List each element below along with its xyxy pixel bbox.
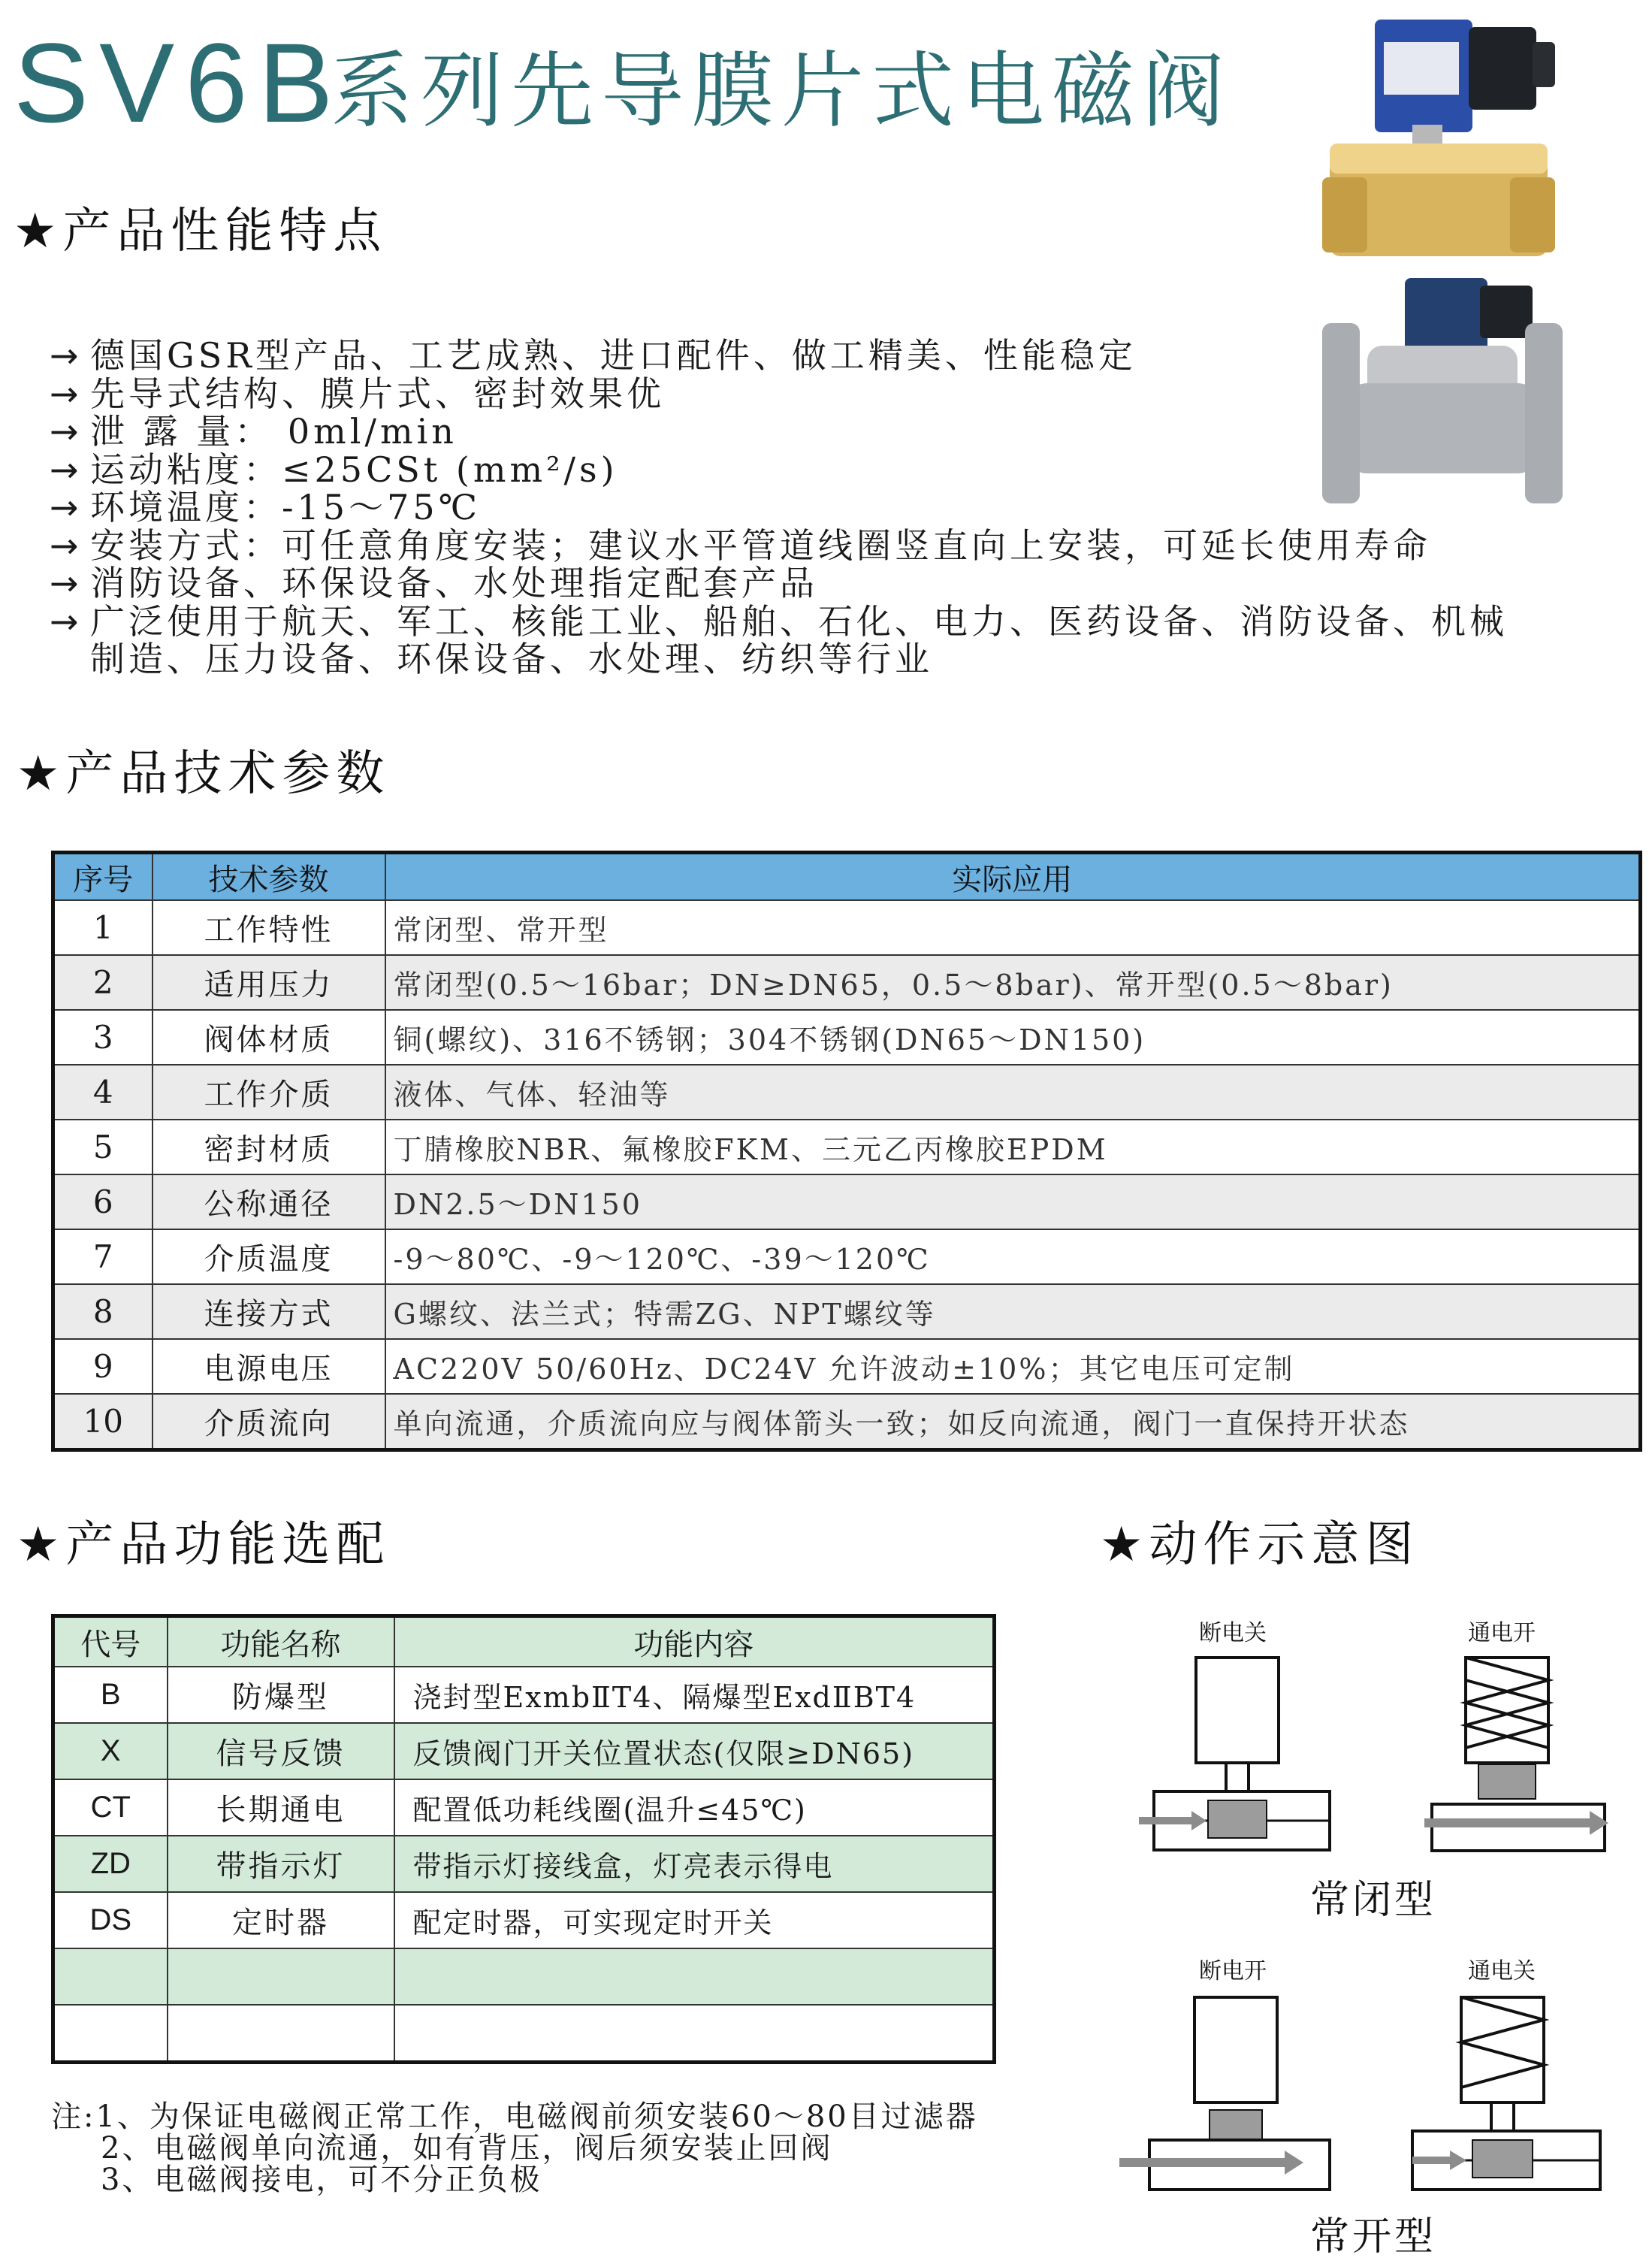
feature-item: → 泄 露 量： 0ml/min — [50, 411, 458, 452]
table-row — [53, 2005, 995, 2063]
table-row: 2 适用压力 常闭型(0.5～16bar；DN≥DN65，0.5～8bar)、常开型(0.5～8bar) — [53, 955, 1641, 1010]
col-header-name: 功能名称 — [168, 1616, 394, 1667]
table-row: CT 长期通电 配置低功耗线圈(温升≤45℃) — [53, 1779, 995, 1836]
features-list — [50, 337, 1642, 679]
coil-box — [1196, 1658, 1279, 1763]
table-row: 8 连接方式 G螺纹、法兰式；特需ZG、NPT螺纹等 — [53, 1284, 1641, 1339]
coil-box — [1466, 1658, 1548, 1763]
arrow-icon: → — [50, 449, 83, 490]
col-header-param: 技术参数 — [153, 853, 385, 901]
table-row: 1 工作特性 常闭型、常开型 — [53, 900, 1641, 955]
table-row: 10 介质流向 单向流通，介质流向应与阀体箭头一致；如反向流通，阀门一直保持开状态 — [53, 1394, 1641, 1450]
feature-item: → 环境温度：-15～75℃ — [50, 487, 482, 527]
table-header-row — [53, 1616, 995, 1667]
normally-closed-label: 常闭型 — [1310, 1878, 1437, 1923]
normally-open-diagram — [1119, 1990, 1638, 2193]
connector-box — [1469, 27, 1536, 110]
cable-gland — [1533, 42, 1555, 87]
feature-item: → 安装方式：可任意角度安装；建议水平管道线圈竖直向上安装，可延长使用寿命 — [50, 524, 1431, 566]
no-on-label: 通电关 — [1468, 1958, 1536, 1984]
feature-item: → 运动粘度：≤25CSt (mm²/s) — [50, 449, 618, 490]
arrow-icon: → — [50, 335, 83, 376]
table-row: 5 密封材质 丁腈橡胶NBR、氟橡胶FKM、三元乙丙橡胶EPDM — [53, 1120, 1641, 1174]
notes — [51, 2101, 978, 2196]
coil-box — [1194, 1997, 1277, 2102]
normally-open-label: 常开型 — [1310, 2214, 1437, 2259]
func-table — [51, 1614, 996, 2064]
func-heading: ★产品功能选配 — [17, 1517, 391, 1573]
table-row: ZD 带指示灯 带指示灯接线盒，灯亮表示得电 — [53, 1836, 995, 1892]
feature-item-continuation: 制造、压力设备、环保设备、水处理、纺织等行业 — [90, 639, 933, 679]
no-off-label: 断电开 — [1199, 1958, 1267, 1984]
arrow-icon: → — [50, 373, 83, 414]
plunger — [1210, 2110, 1262, 2140]
table-row — [53, 1948, 995, 2005]
note-line: 注:1、为保证电磁阀正常工作，电磁阀前须安装60～80目过滤器 — [51, 2099, 978, 2134]
table-row: 4 工作介质 液体、气体、轻油等 — [53, 1065, 1641, 1120]
table-header-row — [53, 853, 1641, 901]
nc-off-label: 断电关 — [1199, 1620, 1267, 1646]
normally-closed-diagram — [1139, 1650, 1635, 1853]
note-line: 3、电磁阀接电，可不分正负极 — [101, 2163, 542, 2197]
brass-port-right — [1510, 177, 1555, 252]
arrow-icon: → — [50, 563, 83, 603]
model-title: SV6B — [14, 20, 344, 146]
tech-table — [51, 851, 1642, 1452]
table-row: 3 阀体材质 铜(螺纹)、316不锈钢；304不锈钢(DN65～DN150) — [53, 1010, 1641, 1065]
note-line: 2、电磁阀单向流通，如有背压，阀后须安装止回阀 — [101, 2131, 833, 2166]
features-heading: ★产品性能特点 — [14, 204, 388, 259]
feature-item: → 广泛使用于航天、军工、核能工业、船舶、石化、电力、医药设备、消防设备、机械 — [50, 600, 1508, 642]
coil-label — [1384, 42, 1459, 95]
brass-port-left — [1322, 177, 1367, 252]
table-row: 6 公称通径 DN2.5～DN150 — [53, 1174, 1641, 1229]
col-header-code: 代号 — [53, 1616, 168, 1667]
connector-box — [1480, 286, 1533, 338]
arrow-icon: → — [50, 524, 83, 566]
plunger — [1472, 2140, 1533, 2178]
arrow-icon: → — [50, 487, 83, 527]
brass-highlight — [1330, 144, 1548, 174]
table-row: DS 定时器 配定时器，可实现定时开关 — [53, 1892, 995, 1948]
action-heading: ★动作示意图 — [1100, 1517, 1420, 1573]
arrow-icon: → — [50, 600, 83, 642]
col-header-value: 实际应用 — [385, 853, 1641, 901]
tech-heading: ★产品技术参数 — [17, 746, 391, 802]
brass-valve-image — [1322, 12, 1570, 268]
table-row: 7 介质温度 -9～80℃、-9～120℃、-39～120℃ — [53, 1229, 1641, 1284]
col-header-no: 序号 — [53, 853, 153, 901]
table-row: 9 电源电压 AC220V 50/60Hz、DC24V 允许波动±10%；其它电压可定制 — [53, 1339, 1641, 1394]
feature-item: → 先导式结构、膜片式、密封效果优 — [50, 373, 665, 414]
col-header-content: 功能内容 — [394, 1616, 995, 1667]
feature-item: → 消防设备、环保设备、水处理指定配套产品 — [50, 563, 818, 603]
plunger — [1208, 1800, 1267, 1838]
product-title: 系列先导膜片式电磁阀 — [331, 43, 1232, 139]
plunger — [1478, 1764, 1536, 1799]
feature-item: → 德国GSR型产品、工艺成熟、进口配件、做工精美、性能稳定 — [50, 335, 1137, 376]
table-row: X 信号反馈 反馈阀门开关位置状态(仅限≥DN65) — [53, 1723, 995, 1779]
coil-box — [1461, 1997, 1544, 2102]
arrow-icon: → — [50, 411, 83, 452]
table-row: B 防爆型 浇封型ExmbⅡT4、隔爆型ExdⅡBT4 — [53, 1667, 995, 1723]
nc-on-label: 通电开 — [1468, 1620, 1536, 1646]
